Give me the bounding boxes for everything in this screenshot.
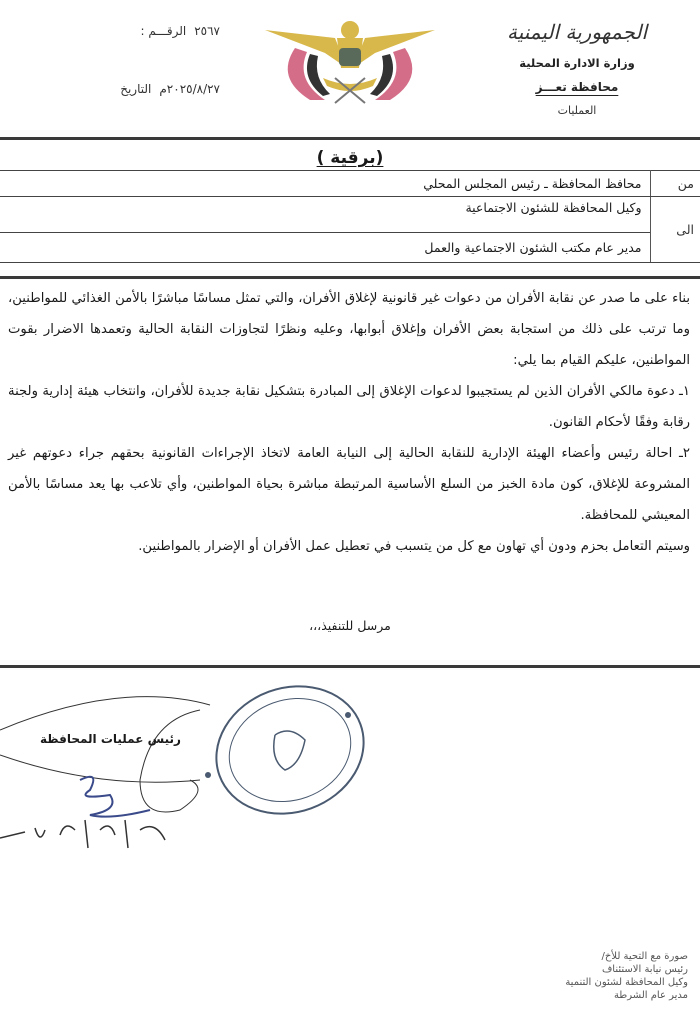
date-value: ٢٠٢٥/٨/٢٧م: [159, 82, 220, 96]
ministry-name: وزارة الادارة المحلية: [519, 56, 635, 70]
to-label: الى: [650, 197, 700, 263]
governorate-name: محافظة تعـــز: [535, 80, 619, 94]
from-label: من: [650, 171, 700, 197]
header-divider: [0, 137, 700, 140]
cc-line: صورة مع التحية للأخ/: [601, 951, 688, 962]
cc-line: وكيل المحافظة لشئون التنمية: [565, 977, 688, 988]
directive-item-2: ٢ـ احالة رئيس وأعضاء الهيئة الإدارية للنقابة الحالية إلى النيابة العامة لاتخاذ الإجراءات القانونية بحقهم جراء دعوتهم غير المشروعة للإغلاق، كون مادة الخبز من السلع الأساسية المرتبطة مباشرة بحياة المواطنين، وأي تلاعب بها يعد مساسًا بالأمن المعيشي للمحافظة.: [8, 446, 690, 523]
to-value-2: مدير عام مكتب الشئون الاجتماعية والعمل: [0, 233, 650, 263]
document-body: [8, 283, 690, 562]
department-name: العمليات: [557, 104, 597, 117]
cc-list: [528, 950, 688, 1002]
signature-and-stamp-icon: [0, 670, 400, 890]
yemen-emblem-icon: [255, 8, 445, 108]
reference-number-label: الرقـــم :: [140, 24, 187, 38]
cc-line: مدير عام الشرطة: [613, 990, 688, 1001]
reference-number: [60, 24, 220, 38]
date-label: التاريخ: [120, 82, 152, 96]
warning-paragraph: وسيتم التعامل بحزم ودون أي تهاون مع كل من يتسبب في تعطيل عمل الأفران أو الإضرار بالمواطنين.: [138, 539, 690, 554]
to-value-1: وكيل المحافظة للشئون الاجتماعية: [0, 197, 650, 233]
letterhead-left: [60, 24, 220, 96]
routing-divider: [0, 276, 700, 279]
footer-divider: [0, 665, 700, 668]
closing-line: مرسل للتنفيذ،،،: [309, 618, 391, 633]
reference-number-value: ٢٥٦٧: [194, 24, 220, 38]
routing-table: [0, 170, 700, 263]
cc-line: رئيس نيابة الاستئناف: [601, 964, 688, 975]
intro-paragraph: بناء على ما صدر عن نقابة الأفران من دعوات غير قانونية لإغلاق الأفران، والتي تمثل مساسًا مباشرًا بالأمن الغذائي للمواطنين، وما ترتب على ذلك من استجابة بعض الأفران وإغلاق أبوابها، وعليه ونظرًا لتجاوزات النقابة الحالية وتعمدها الاضرار بقوت المواطنين، عليكم القيام بما يلي:: [8, 291, 690, 368]
document-title: (برقية ): [316, 148, 384, 168]
signatory-title: رئيس عمليات المحافظة: [40, 732, 181, 746]
from-value: محافظ المحافظة ـ رئيس المجلس المحلي: [0, 171, 650, 197]
letterhead-right: [492, 20, 662, 117]
document-date: [60, 82, 220, 96]
directive-item-1: ١ـ دعوة مالكي الأفران الذين لم يستجيبوا لدعوات الإغلاق إلى المبادرة بتشكيل نقابة جديدة للأفران، وانتخاب هيئة إدارية ولجنة رقابة وفقًا لأحكام القانون.: [8, 384, 690, 430]
republic-name: الجمهورية اليمنية: [506, 20, 648, 44]
